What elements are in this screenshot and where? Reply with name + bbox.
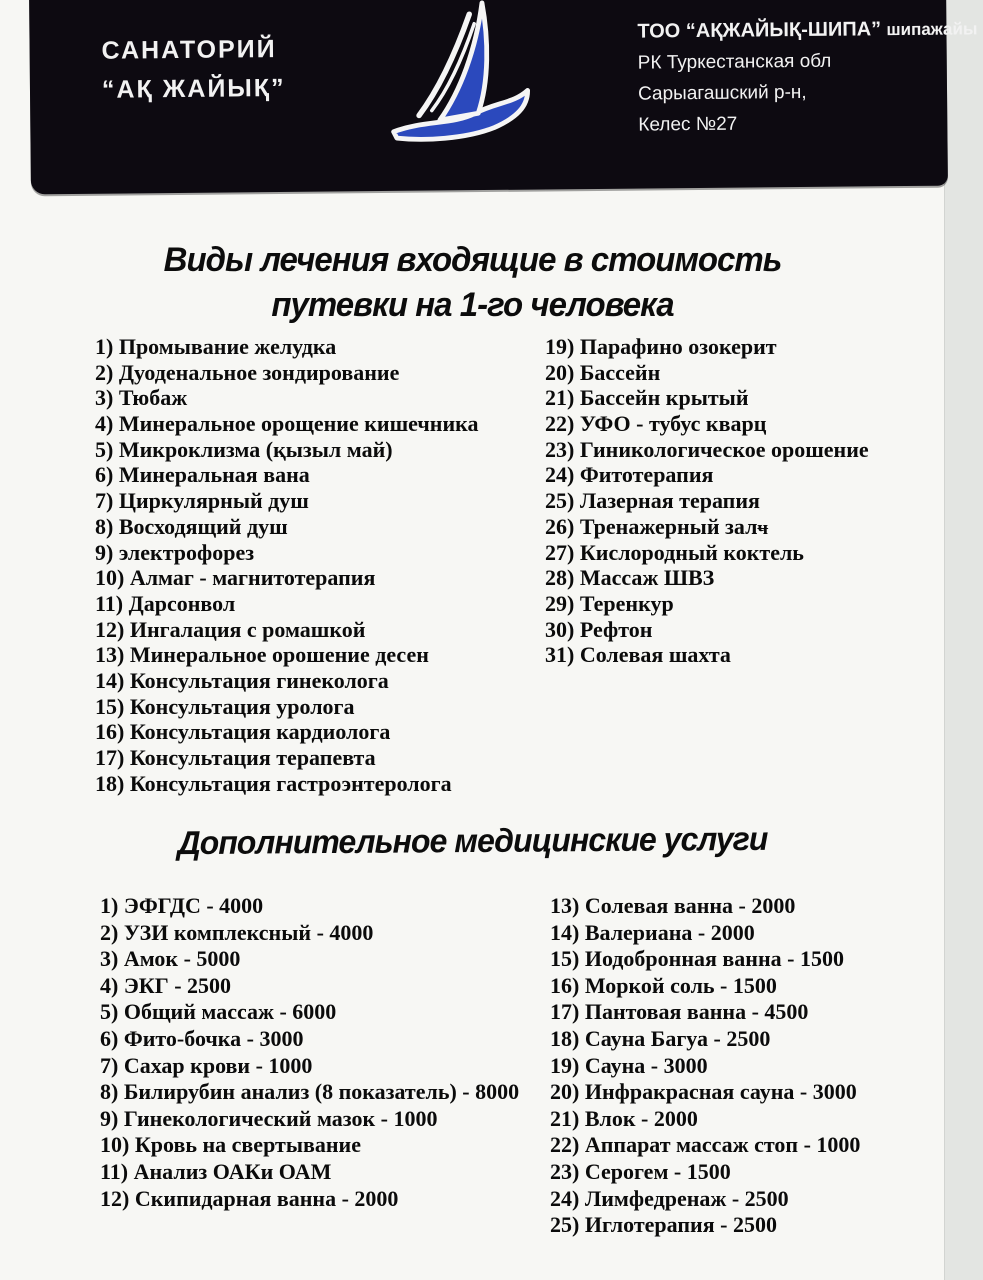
list-item: 22) Аппарат массаж стоп - 1000 [550,1132,861,1158]
list-item: 7) Циркулярный душ [95,488,309,514]
list-item: 2) УЗИ комплексный - 4000 [100,919,374,945]
list-item: 14) Валериана - 2000 [550,919,755,945]
section1-title-line1: Виды лечения входящие в стоимость [163,241,782,279]
list-item: 29) Теренкур [545,590,674,616]
list-item: 8) Билирубин анализ (8 показатель) - 8000 [100,1079,520,1105]
list-item: 30) Рефтон [545,616,653,642]
list-item: 9) электрофорез [95,539,255,565]
list-item: 27) Кислородный коктель [545,539,804,565]
list-item: 26) Тренажерный залч [545,513,769,539]
address-line2: Сарыагашский р-н, [637,81,807,105]
list-item: 1) ЭФГДС - 4000 [100,893,264,918]
list-item: 19) Парафино озокерит [545,334,777,359]
list-item: 18) Сауна Багуа - 2500 [550,1025,771,1051]
list-item: 11) Дарсонвол [95,590,236,616]
list-item: 6) Минеральная вана [95,462,310,488]
org-suffix: шипажайы [886,19,978,40]
brand-line1: САНАТОРИЙ [101,35,277,65]
list-item: 21) Влок - 2000 [550,1105,698,1131]
address-line3: Келес №27 [638,113,738,136]
scan-edge-strip [944,0,983,1280]
list-item: 3) Амок - 5000 [100,946,241,972]
list-item: 24) Фитотерапия [545,462,714,488]
paid-services-list-left [100,893,519,1212]
list-item: 28) Массаж ШВЗ [545,565,715,591]
list-item: 12) Скипидарная ванна - 2000 [100,1185,399,1211]
org-line1 [637,13,977,47]
list-item: 2) Дуоденальное зондирование [95,359,400,385]
list-item: 11) Анализ ОАКи ОАМ [100,1158,332,1184]
list-item: 22) УФО - тубус кварц [545,411,767,437]
brand-line2: “АҚ ЖАЙЫҚ” [101,73,286,104]
struck-text: ч [757,517,769,539]
list-item: 14) Консультация гинеколога [95,667,389,693]
list-item: 1) Промывание желудка [95,334,337,359]
list-item: 7) Сахар крови - 1000 [100,1052,313,1078]
section1-title-line2: путевки на 1-го человека [271,286,674,324]
list-item: 24) Лимфедренаж - 2500 [550,1185,789,1211]
sanatorium-brand [101,30,285,110]
list-item: 4) ЭКГ - 2500 [100,972,232,998]
included-treatments-list-right [545,334,869,668]
list-item: 20) Бассейн [545,359,661,385]
list-item: 31) Солевая шахта [545,642,731,668]
list-item: 16) Моркой соль - 1500 [550,972,777,998]
list-item: 15) Иодобронная ванна - 1500 [550,946,844,972]
list-item: 5) Общий массаж - 6000 [100,999,337,1025]
list-item: 9) Гинекологический мазок - 1000 [100,1105,438,1131]
list-item: 23) Гиникологическое орошение [545,436,869,462]
list-item: 21) Бассейн крытый [545,385,749,411]
list-item: 25) Лазерная терапия [545,488,760,514]
paid-services-list-right [550,893,860,1239]
section2-title: Дополнительное медицинские услуги [177,819,768,862]
list-item: 17) Пантовая ванна - 4500 [550,999,809,1025]
org-name: ТОО “АҚЖАЙЫҚ-ШИПА” [637,18,882,43]
list-item: 18) Консультация гастроэнтеролога [95,770,452,796]
list-item: 13) Солевая ванна - 2000 [550,893,796,918]
list-item: 16) Консультация кардиолога [95,719,391,745]
list-item: 5) Микроклизма (қызыл май) [95,436,393,462]
list-item: 8) Восходящий душ [95,513,288,539]
list-item: 10) Алмаг - магнитотерапия [95,565,376,591]
list-item: 19) Сауна - 3000 [550,1052,708,1078]
list-item: 4) Минеральное орощение кишечника [95,411,479,437]
list-item: 23) Серогем - 1500 [550,1158,731,1184]
list-item: 20) Инфракрасная сауна - 3000 [550,1079,857,1105]
list-item: 10) Кровь на свертывание [100,1132,361,1158]
section1-title [14,238,931,328]
sailboat-icon [381,0,543,159]
list-item: 25) Иглотерапия - 2500 [550,1212,777,1238]
company-address-block [637,13,978,140]
included-treatments-list-left [95,334,479,796]
header-band [29,0,978,194]
list-item: 3) Тюбаж [95,385,188,411]
list-item: 12) Ингалация с ромашкой [95,616,366,642]
list-item: 6) Фито-бочка - 3000 [100,1025,304,1051]
list-item: 15) Консультация уролога [95,693,355,719]
list-item: 17) Консультация терапевта [95,745,376,770]
address-line1: РК Туркестанская обл [637,50,832,74]
list-item: 13) Минеральное орошение десен [95,642,429,668]
